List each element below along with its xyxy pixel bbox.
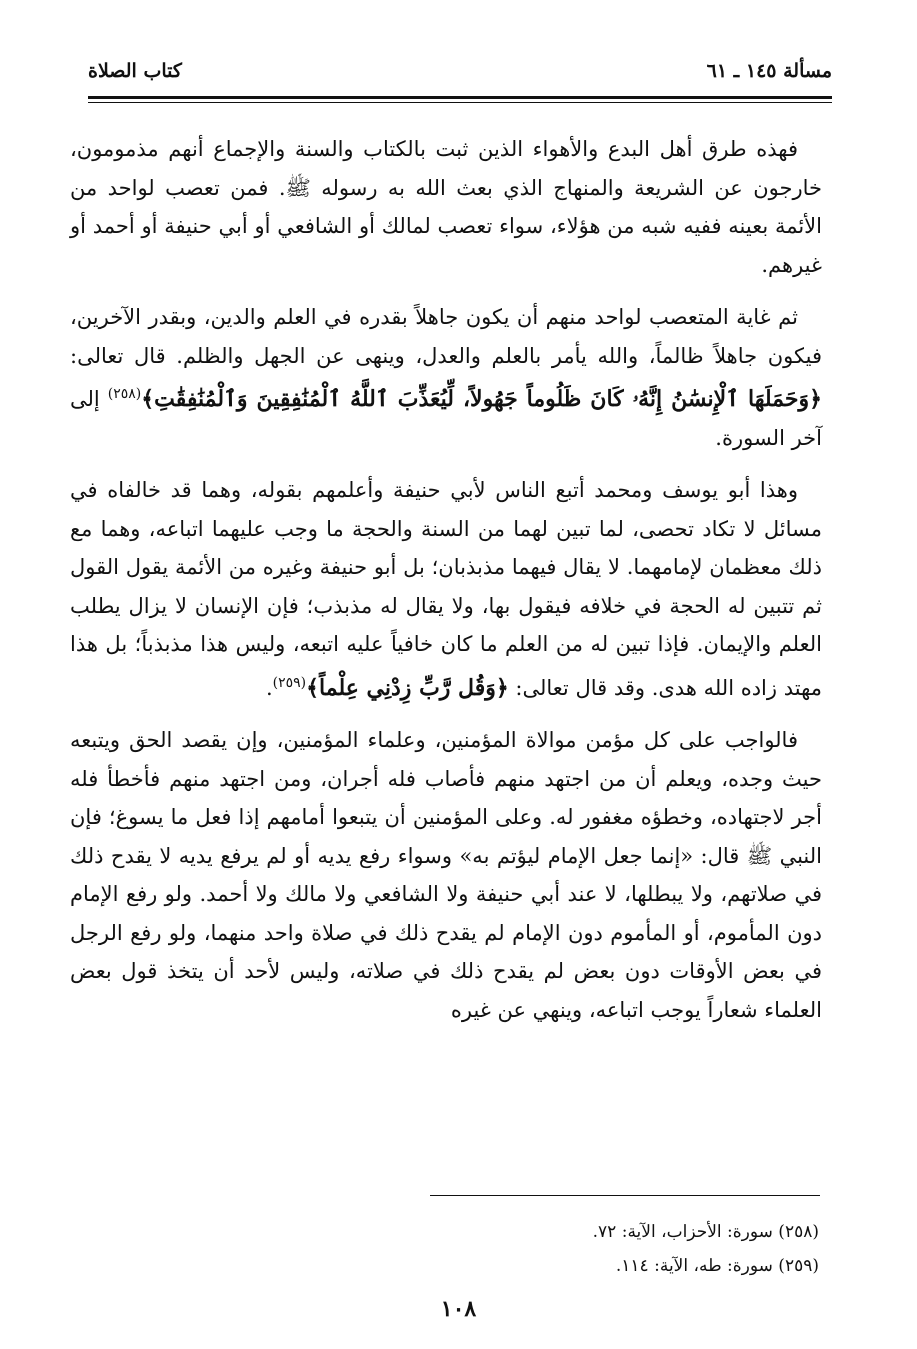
- running-header: [88, 60, 832, 96]
- page-number: ١٠٨: [440, 1296, 477, 1322]
- footnote-259: (٢٥٩) سورة: طه، الآية: ١١٤.: [615, 1256, 819, 1276]
- paragraph-1: فهذه طرق أهل البدع والأهواء الذين ثبت بالكتاب والسنة والإجماع أنهم مذمومون، خارجون عن الشريعة والمنهاج الذي بعث الله به رسوله ﷺ. فمن تعصب لواحد من الأئمة بعينه ففيه شبه من هؤلاء، سواء تعصب لمالك أو الشافعي أو أبي حنيفة أو أحمد أو غيرهم.: [70, 137, 822, 277]
- issue-reference: مسألة ١٤٥ ـ ٦١: [706, 60, 832, 82]
- paragraph-4: فالواجب على كل مؤمن موالاة المؤمنين، وعلماء المؤمنين، وإن يقصد الحق ويتبعه حيث وجده، ويعلم أن من اجتهد منهم فأصاب فله أجران، ومن اجتهد منهم فأخطأ فله أجر لاجتهاده، وخطؤه مغفور له. وعلى المؤمنين أن يتبعوا أمامهم إذا فعل ما يسوغ؛ فإن النبي ﷺ قال: «إنما جعل الإمام ليؤتم به» وسواء رفع يديه أو لم يرفع يديه لا يقدح ذلك في صلاتهم، ولا يبطلها، لا عند أبي حنيفة ولا الشافعي ولا مالك ولا أحمد. ولو رفع الإمام دون المأموم، أو المأموم دون الإمام لم يقدح ذلك في صلاة واحد منهما، ولو رفع الرجل في بعض الأوقات دون بعض لم يقدح ذلك في صلاته، وليس لأحد أن يتخذ قول بعض العلماء شعاراً يوجب اتباعه، وينهي عن غيره: [70, 728, 822, 1022]
- paragraph-2: [70, 298, 822, 457]
- header-rule-thin: [88, 102, 832, 103]
- paragraph-2-tail: إلى آخر السورة.: [70, 387, 822, 450]
- paragraph-2-text: ثم غاية المتعصب لواحد منهم أن يكون جاهلاً بقدره في العلم والدين، وبقدر الآخرين، فيكون جاهلاً ظالماً، والله يأمر بالعلم والعدل، وينهى عن الجهل والظلم. قال تعالى:: [70, 305, 822, 368]
- footnote-ref-259: (٢٥٩): [272, 674, 307, 691]
- footnote-ref-258: (٢٥٨): [107, 386, 142, 402]
- footnotes: [88, 1215, 819, 1283]
- quran-verse-1: ﴿وَحَمَلَهَا ٱلْإِنسَٰنُ إِنَّهُۥ كَانَ ظَلُوماً جَهُولاً، لِّيُعَذِّبَ ٱللَّهُ ٱلْمُنَٰفِقِينَ وَٱلْمُنَٰفِقَٰتِ﴾: [141, 386, 822, 412]
- paragraph-3-tail: .: [265, 675, 273, 700]
- footnote-separator: [430, 1195, 820, 1196]
- paragraph-3: [70, 471, 822, 707]
- footnote-258: (٢٥٨) سورة: الأحزاب، الآية: ٧٢.: [592, 1222, 819, 1242]
- header-rule-thick: [88, 96, 832, 99]
- main-text: [70, 130, 822, 1043]
- quran-verse-2: ﴿وَقُل رَّبِّ زِدْنِي عِلْماً﴾: [306, 674, 509, 701]
- paragraph-3-text: وهذا أبو يوسف ومحمد أتبع الناس لأبي حنيفة وأعلمهم بقوله، وهما قد خالفاه في مسائل لا تكاد تحصى، لما تبين لهما من السنة والحجة ما وجب عليهما اتباعه، وهما مع ذلك معظمان لإمامهما. لا يقال فيهما مذبذبان؛ بل أبو حنيفة وغيره من الأئمة يقول القول ثم تتبين له الحجة في خلافه فيقول بها، ولا يقال له مذبذب؛ فإن الإنسان لا يزال يطلب العلم والإيمان. فإذا تبين له من العلم ما كان خافياً عليه اتبعه، وليس هذا مذبذباً؛ بل هذا مهتد زاده الله هدى. وقد قال تعالى:: [70, 478, 822, 700]
- book-title: كتاب الصلاة: [88, 60, 182, 82]
